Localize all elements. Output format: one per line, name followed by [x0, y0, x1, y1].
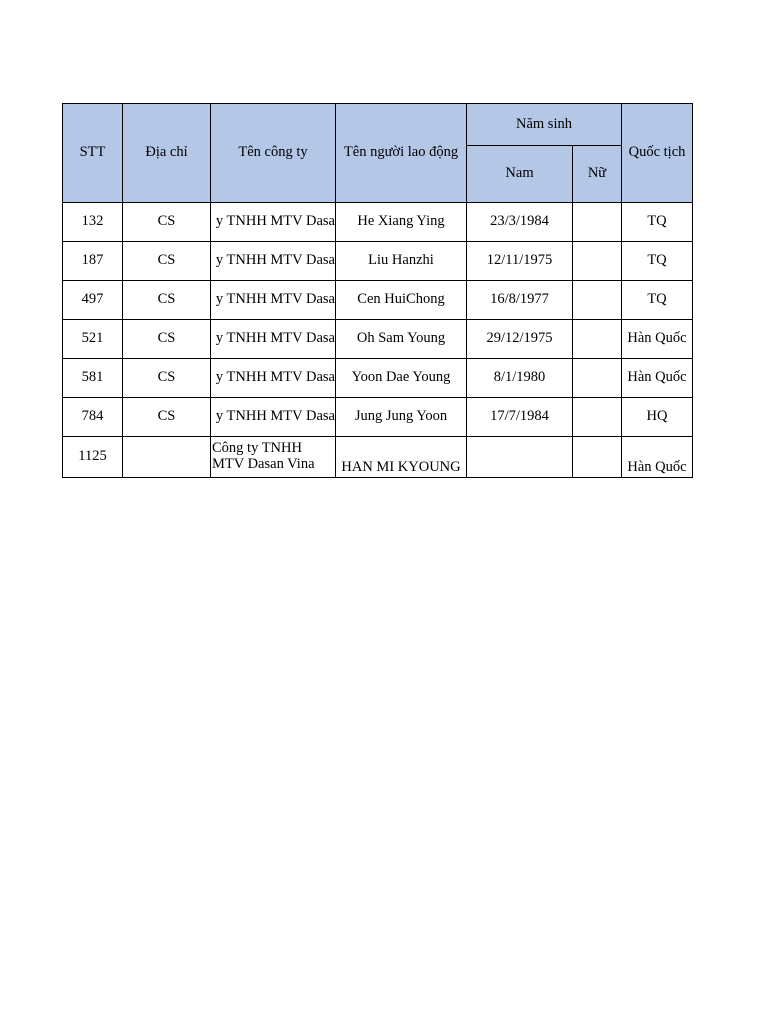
table-row	[63, 281, 693, 320]
header-ten-nguoi-lao-dong: Tên người lao động	[336, 104, 467, 203]
table-row	[63, 398, 693, 437]
cell-stt[interactable]: 784	[63, 398, 123, 437]
cell-ten-cong-ty[interactable]	[211, 242, 336, 281]
header-nam: Nam	[467, 146, 573, 203]
table-row	[63, 242, 693, 281]
cell-nam[interactable]: 16/8/1977	[467, 281, 573, 320]
cell-dia-chi[interactable]: CS	[123, 398, 211, 437]
cell-ten[interactable]: Yoon Dae Young	[336, 359, 467, 398]
header-quoc-tich: Quốc tịch	[622, 104, 693, 203]
cell-quoc-tich[interactable]: Hàn Quốc	[622, 437, 693, 478]
cell-ten-cong-ty[interactable]	[211, 281, 336, 320]
cell-ten-cong-ty[interactable]	[211, 203, 336, 242]
cell-stt[interactable]: 132	[63, 203, 123, 242]
cell-nu[interactable]	[573, 281, 622, 320]
cell-nu[interactable]	[573, 437, 622, 478]
cell-nam[interactable]: 8/1/1980	[467, 359, 573, 398]
cell-nam[interactable]	[467, 437, 573, 478]
cell-quoc-tich[interactable]: HQ	[622, 398, 693, 437]
table-row	[63, 320, 693, 359]
cell-ten-cong-ty-text: y TNHH MTV Dasa	[215, 291, 335, 308]
cell-ten-cong-ty[interactable]: Công ty TNHH MTV Dasan Vina	[211, 437, 336, 478]
cell-ten[interactable]: Liu Hanzhi	[336, 242, 467, 281]
cell-stt[interactable]: 497	[63, 281, 123, 320]
cell-dia-chi[interactable]: CS	[123, 281, 211, 320]
cell-ten[interactable]: Jung Jung Yoon	[336, 398, 467, 437]
cell-nu[interactable]	[573, 242, 622, 281]
cell-nu[interactable]	[573, 203, 622, 242]
worker-table	[62, 103, 693, 478]
cell-nam[interactable]: 12/11/1975	[467, 242, 573, 281]
header-stt: STT	[63, 104, 123, 203]
cell-stt[interactable]: 187	[63, 242, 123, 281]
cell-nam[interactable]: 17/7/1984	[467, 398, 573, 437]
cell-dia-chi[interactable]: CS	[123, 359, 211, 398]
table-row	[63, 359, 693, 398]
cell-ten-cong-ty-text: y TNHH MTV Dasa	[215, 369, 335, 386]
cell-ten-cong-ty-text: y TNHH MTV Dasa	[215, 408, 335, 425]
cell-ten-cong-ty-text: y TNHH MTV Dasa	[215, 330, 335, 347]
cell-ten[interactable]: He Xiang Ying	[336, 203, 467, 242]
cell-stt[interactable]: 581	[63, 359, 123, 398]
header-ten-cong-ty: Tên công ty	[211, 104, 336, 203]
cell-quoc-tich[interactable]: Hàn Quốc	[622, 320, 693, 359]
cell-ten-cong-ty[interactable]	[211, 320, 336, 359]
header-dia-chi: Địa chỉ	[123, 104, 211, 203]
table-row	[63, 203, 693, 242]
cell-stt[interactable]: 521	[63, 320, 123, 359]
cell-dia-chi[interactable]	[123, 437, 211, 478]
cell-ten-cong-ty[interactable]	[211, 398, 336, 437]
cell-stt[interactable]: 1125	[63, 437, 123, 478]
cell-nu[interactable]	[573, 359, 622, 398]
cell-ten[interactable]: Oh Sam Young	[336, 320, 467, 359]
cell-dia-chi[interactable]: CS	[123, 242, 211, 281]
cell-nu[interactable]	[573, 320, 622, 359]
table-row	[63, 437, 693, 478]
cell-quoc-tich[interactable]: Hàn Quốc	[622, 359, 693, 398]
cell-quoc-tich[interactable]: TQ	[622, 203, 693, 242]
cell-quoc-tich[interactable]: TQ	[622, 281, 693, 320]
cell-ten-cong-ty-text: y TNHH MTV Dasa	[215, 213, 335, 230]
spreadsheet-area	[62, 103, 693, 478]
cell-dia-chi[interactable]: CS	[123, 203, 211, 242]
cell-ten-cong-ty[interactable]	[211, 359, 336, 398]
cell-nu[interactable]	[573, 398, 622, 437]
cell-nam[interactable]: 29/12/1975	[467, 320, 573, 359]
cell-dia-chi[interactable]: CS	[123, 320, 211, 359]
cell-quoc-tich[interactable]: TQ	[622, 242, 693, 281]
cell-ten-cong-ty-text: y TNHH MTV Dasa	[215, 252, 335, 269]
cell-nam[interactable]: 23/3/1984	[467, 203, 573, 242]
header-nam-sinh: Năm sinh	[467, 104, 622, 146]
cell-ten[interactable]: HAN MI KYOUNG	[336, 437, 467, 478]
header-nu: Nữ	[573, 146, 622, 203]
cell-ten[interactable]: Cen HuiChong	[336, 281, 467, 320]
